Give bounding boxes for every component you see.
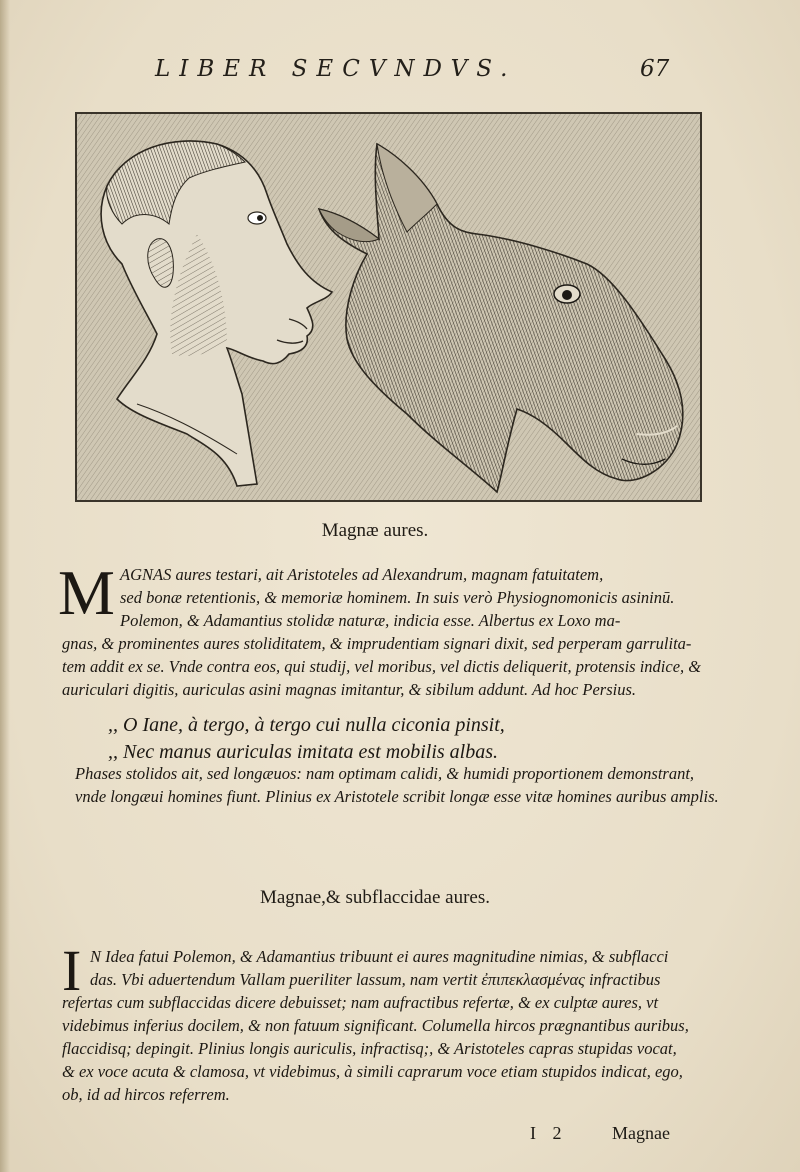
paragraph-3-body	[62, 991, 689, 1106]
text-line: ob, id ad hircos referrem.	[62, 1085, 230, 1104]
caption-magnae-subflaccidae-aures: Magnae,& subflaccidae aures.	[259, 887, 490, 908]
text-line: gnas, & prominentes aures stoliditatem, & imprudentiam signari dixit, sed perperam garrulita-	[62, 634, 692, 653]
page-footer	[0, 1123, 800, 1149]
paragraph-2	[75, 762, 719, 808]
verse-line: ,, Nec manus auriculas imitata est mobilis albas.	[108, 741, 498, 763]
text-line: AGNAS aures testari, ait Aristoteles ad Alexandrum, magnam fatuitatem,	[120, 565, 604, 584]
text-line: flaccidisq; depingit. Plinius longis auriculis, infractisq;, & Aristoteles capras stupidas vocat,	[62, 1039, 677, 1058]
paragraph-3-indented	[90, 945, 668, 991]
signature-mark: I 2	[530, 1123, 568, 1143]
text-line: refertas cum subflaccidas dicere debuisset; nam aufractibus refertæ, & ex culptæ aures, vt	[62, 993, 659, 1012]
text-line: N Idea fatui Polemon, & Adamantius tribuunt ei aures magnitudine nimias, & subflacci	[90, 947, 669, 966]
caption-magnae-aures: Magnæ aures.	[321, 520, 429, 541]
text-line: das. Vbi aduertendum Vallam pueriliter lassum, nam vertit ἐπιπεκλασμένας infractibus	[90, 970, 661, 989]
running-title: LIBER SECVNDVS.	[155, 56, 517, 82]
persius-verse	[108, 712, 505, 766]
text-line: auriculari digitis, auriculas asini magnas imitantur, & sibilum addunt. Ad hoc Persius.	[62, 680, 637, 699]
running-head	[0, 52, 800, 92]
page-number: 67	[640, 56, 670, 82]
text-line: tem addit ex se. Vnde contra eos, qui studij, vel moribus, vel dictis deliquerit, protensis indice, &	[62, 657, 702, 676]
verse-line: ,, O Iane, à tergo, à tergo cui nulla ciconia pinsit,	[108, 714, 505, 736]
text-line: sed bonæ retentionis, & memoriæ hominem. In suis verò Physiognomonicis asininū.	[120, 588, 675, 607]
dropcap-i: I	[62, 938, 82, 1003]
text-line: & ex voce acuta & clamosa, vt videbimus, à simili caprarum voce etiam stupidos indicat, ego,	[62, 1062, 683, 1081]
binding-shadow	[0, 0, 10, 1172]
text-line: Phases stolidos ait, sed longæuos: nam optimam calidi, & humidi proportionem demonstrant,	[75, 764, 695, 783]
text-line: Polemon, & Adamantius stolidæ naturæ, indicia esse. Albertus ex Loxo ma-	[120, 611, 621, 630]
dropcap-m: M	[58, 557, 115, 628]
paragraph-1-indented	[120, 563, 674, 632]
text-line: vnde longæui homines fiunt. Plinius ex Aristotele scribit longæ esse vitæ homines auribus amplis.	[75, 787, 719, 806]
text-line: videbimus inferius docilem, & non fatuum significant. Columella hircos prægnantibus auribus,	[62, 1016, 689, 1035]
catchword: Magnae	[612, 1123, 670, 1143]
engraving-plate	[75, 112, 702, 502]
paragraph-1-body	[62, 632, 701, 701]
engraving-man-and-donkey	[77, 114, 700, 500]
